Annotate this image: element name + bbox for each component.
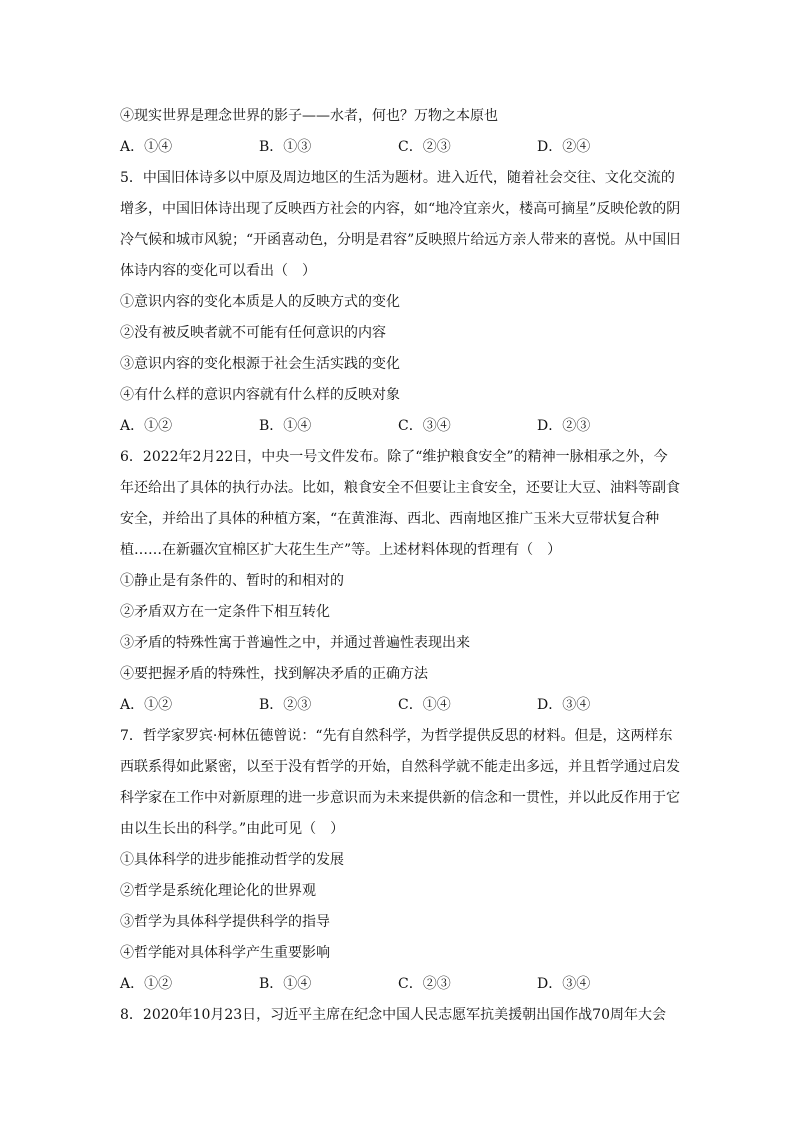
q7-option-c[interactable]: C．②③ — [398, 976, 451, 992]
q6-statement-4: ④要把握矛盾的特殊性，找到解决矛盾的正确方法 — [120, 666, 428, 682]
q7-statement-1: ①具体科学的进步能推动哲学的发展 — [120, 852, 344, 868]
q6-statement-2: ②矛盾双方在一定条件下相互转化 — [120, 604, 330, 620]
q6-option-b[interactable]: B．②③ — [259, 697, 312, 713]
q5-options — [120, 411, 680, 442]
q5-stem-line: 体诗内容的变化可以看出（ ） — [120, 263, 316, 279]
q6-stem-line: 6．2022年2月22日，中央一号文件发布。除了“维护粮食安全”的精神一脉相承之外，今 — [120, 449, 668, 465]
q5-statement-4: ④有什么样的意识内容就有什么样的反映对象 — [120, 387, 400, 403]
q6-option-d[interactable]: D．③④ — [537, 697, 591, 713]
q7-statement-3: ③哲学为具体科学提供科学的指导 — [120, 914, 330, 930]
q5-statement-3: ③意识内容的变化根源于社会生活实践的变化 — [120, 356, 400, 372]
q4-option-c[interactable]: C．②③ — [398, 139, 451, 155]
q7-option-b[interactable]: B．①④ — [259, 976, 312, 992]
question-8 — [120, 1000, 680, 1031]
q6-stem-line: 年还给出了具体的执行办法。比如，粮食安全不但要让主食安全，还要让大豆、油料等副食 — [120, 480, 680, 496]
q5-stem-line: 增多，中国旧体诗出现了反映西方社会的内容，如“地冷宜亲火，楼高可摘星”反映伦敦的阴 — [120, 201, 680, 217]
q6-option-c[interactable]: C．①④ — [398, 697, 451, 713]
q7-statement-2: ②哲学是系统化理论化的世界观 — [120, 883, 316, 899]
q8-stem-line: 8．2020年10月23日，习近平主席在纪念中国人民志愿军抗美援朝出国作战70周年大会 — [120, 1007, 666, 1023]
exam-page — [120, 101, 680, 1031]
q4-option-b[interactable]: B．①③ — [259, 139, 312, 155]
q6-options — [120, 690, 680, 721]
q7-stem-line: 7．哲学家罗宾·柯林伍德曾说：“先有自然科学，为哲学提供反思的材料。但是，这两样东 — [120, 728, 673, 744]
question-5 — [120, 163, 680, 442]
q5-statement-2: ②没有被反映者就不可能有任何意识的内容 — [120, 325, 386, 341]
q4-options — [120, 132, 680, 163]
q6-option-a[interactable]: A．①② — [120, 697, 173, 713]
q4-option-a[interactable]: A．①④ — [120, 139, 173, 155]
q7-stem-line: 由以生长出的科学。”由此可见（ ） — [120, 821, 345, 837]
q7-stem-line: 科学家在工作中对新原理的进一步意识而为未来提供新的信念和一贯性，并以此反作用于它 — [120, 790, 680, 806]
q7-options — [120, 969, 680, 1000]
q7-stem-line: 西联系得如此紧密，以至于没有哲学的开始，自然科学就不能走出多远，并且哲学通过启发 — [120, 759, 680, 775]
q6-statement-3: ③矛盾的特殊性寓于普遍性之中，并通过普遍性表现出来 — [120, 635, 470, 651]
q5-option-b[interactable]: B．①④ — [259, 418, 312, 434]
q5-stem-line: 冷气候和城市风貌；“开函喜动色，分明是君容”反映照片给远方亲人带来的喜悦。从中国旧 — [120, 232, 680, 248]
q4-option-d[interactable]: D．②④ — [537, 139, 591, 155]
q6-statement-1: ①静止是有条件的、暂时的和相对的 — [120, 573, 344, 589]
q7-option-a[interactable]: A．①② — [120, 976, 173, 992]
q6-stem-line: 安全，并给出了具体的种植方案，“在黄淮海、西北、西南地区推广玉米大豆带状复合种 — [120, 511, 660, 527]
q6-stem-line: 植……在新疆次宜棉区扩大花生生产”等。上述材料体现的哲理有（ ） — [120, 542, 562, 558]
q5-option-c[interactable]: C．③④ — [398, 418, 451, 434]
question-7 — [120, 721, 680, 1000]
q5-option-a[interactable]: A．①② — [120, 418, 173, 434]
q5-stem-line: 5．中国旧体诗多以中原及周边地区的生活为题材。进入近代，随着社会交往、文化交流的 — [120, 170, 675, 186]
q5-option-d[interactable]: D．②③ — [537, 418, 591, 434]
q4-statement-4: ④现实世界是理念世界的影子——水者，何也？万物之本原也 — [120, 108, 498, 124]
q7-statement-4: ④哲学能对具体科学产生重要影响 — [120, 945, 330, 961]
q5-statement-1: ①意识内容的变化本质是人的反映方式的变化 — [120, 294, 400, 310]
q7-option-d[interactable]: D．③④ — [537, 976, 591, 992]
question-6 — [120, 442, 680, 721]
